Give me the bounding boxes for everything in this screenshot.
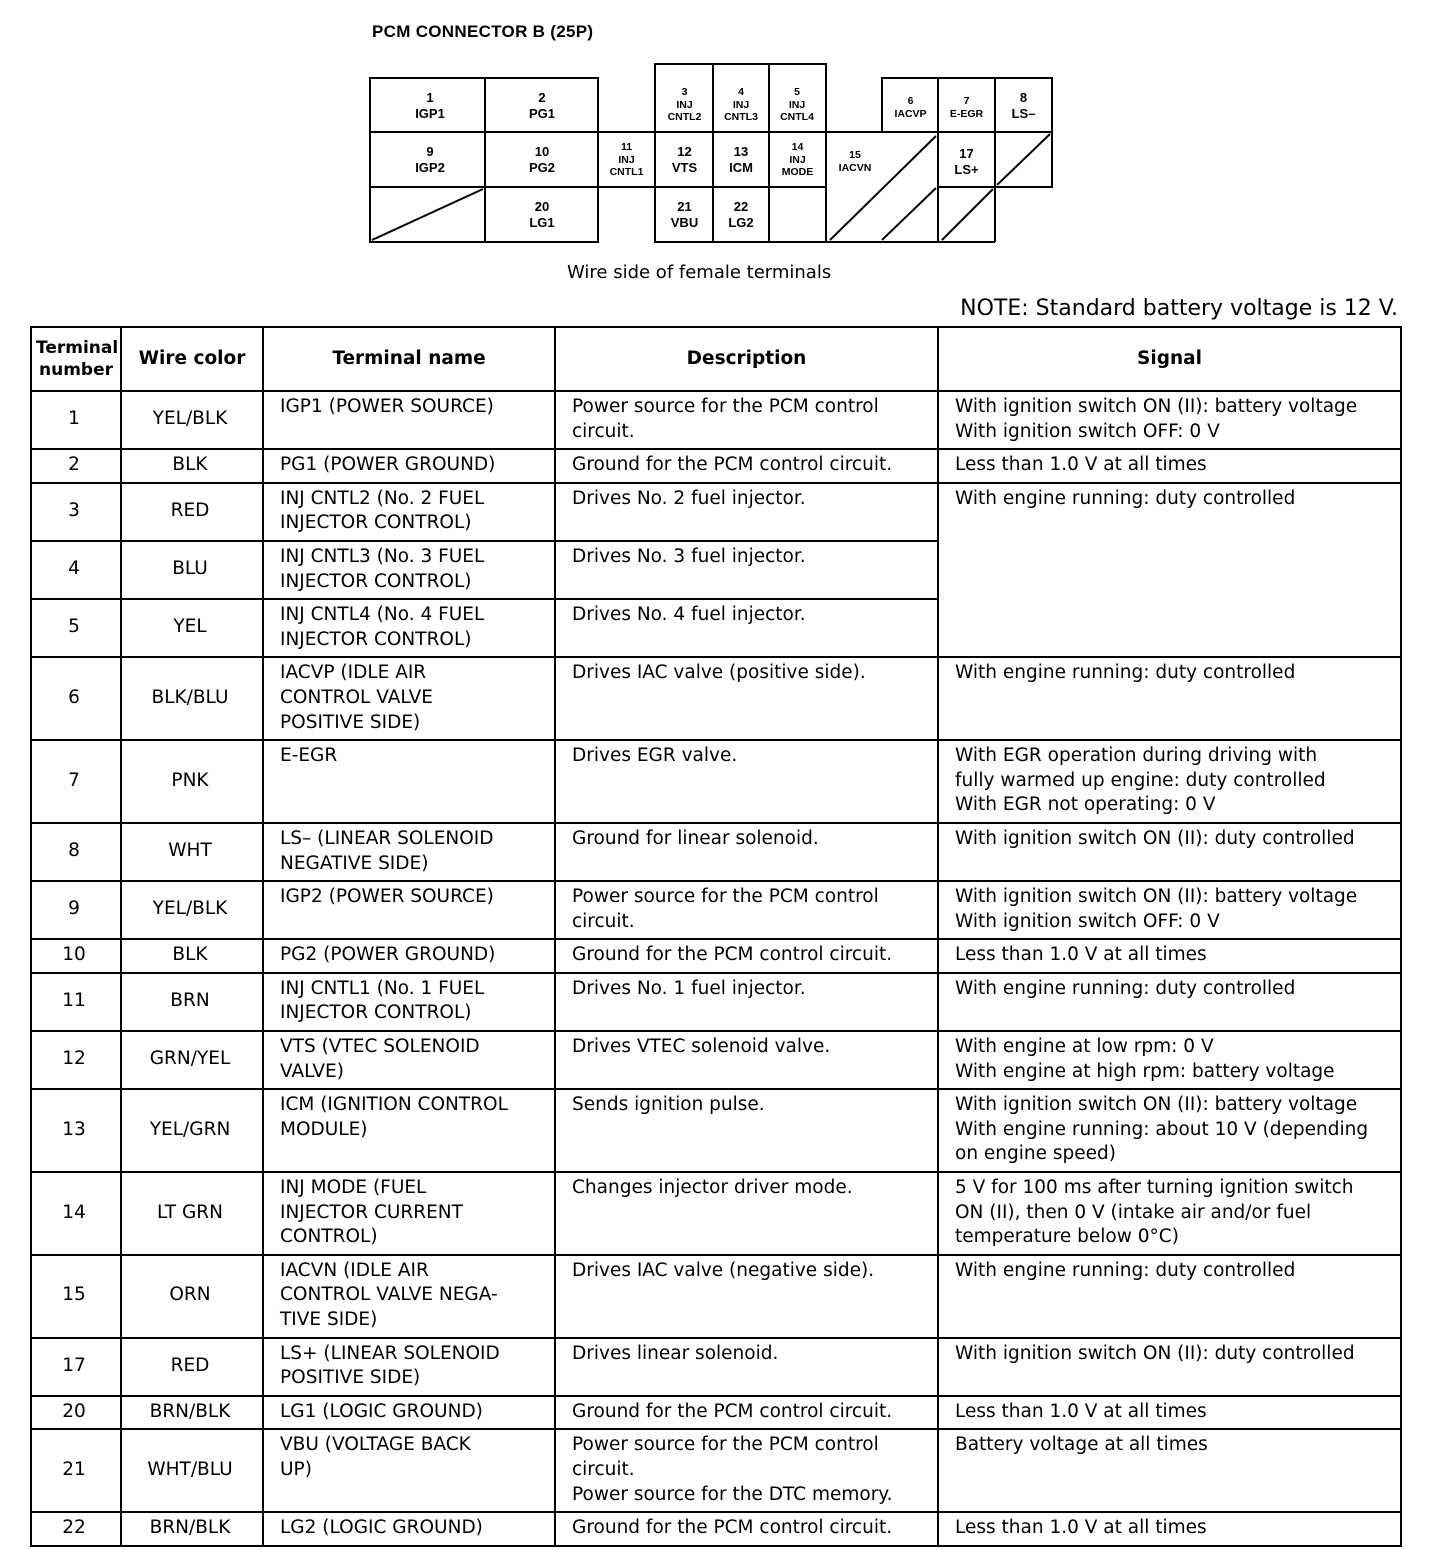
terminal-name	[263, 449, 555, 483]
signal	[938, 391, 1401, 449]
wire-color: BRN	[121, 973, 263, 1031]
terminal-name	[263, 823, 555, 881]
name-line: INJECTOR CONTROL)	[280, 1002, 472, 1024]
table-row	[31, 939, 1401, 973]
table-row	[31, 1429, 1401, 1512]
description	[555, 1338, 938, 1396]
desc-line: circuit.	[572, 1458, 635, 1480]
signal-line: temperature below 0°C)	[955, 1226, 1179, 1248]
header-description: Description	[555, 327, 938, 391]
connector-terminal-15: 15 IACVN	[838, 149, 872, 174]
description	[555, 973, 938, 1031]
desc-line: Drives No. 4 fuel injector.	[572, 604, 806, 626]
terminal-name	[263, 599, 555, 657]
terminal-number: 5	[31, 599, 121, 657]
connector-terminal-4: 4 INJ CNTL3	[724, 86, 758, 124]
connector-terminal-17: 17 LS+	[954, 146, 979, 177]
name-line: INJ CNTL3 (No. 3 FUEL	[280, 545, 485, 567]
desc-line: Drives linear solenoid.	[572, 1342, 779, 1364]
signal-line: Less than 1.0 V at all times	[955, 1517, 1207, 1539]
desc-line: Ground for the PCM control circuit.	[572, 454, 893, 476]
connector-terminal-6: 6 IACVP	[894, 95, 927, 120]
name-line: VTS (VTEC SOLENOID	[280, 1036, 480, 1058]
signal	[938, 973, 1401, 1031]
name-line: POSITIVE SIDE)	[280, 1367, 421, 1389]
wire-color: BLK	[121, 939, 263, 973]
desc-line: Power source for the PCM control	[572, 886, 879, 908]
signal-line: With EGR operation during driving with	[955, 745, 1318, 767]
table-row	[31, 740, 1401, 823]
description	[555, 657, 938, 740]
terminal-name	[263, 541, 555, 599]
table-row	[31, 483, 1401, 541]
desc-line: Ground for linear solenoid.	[572, 827, 819, 849]
name-line: E-EGR	[280, 745, 338, 767]
signal	[938, 1089, 1401, 1172]
signal	[938, 483, 1401, 658]
description	[555, 1172, 938, 1255]
name-line: ICM (IGNITION CONTROL	[280, 1094, 508, 1116]
signal	[938, 1255, 1401, 1338]
desc-line: Drives No. 1 fuel injector.	[572, 977, 806, 999]
name-line: PG2 (POWER GROUND)	[280, 944, 496, 966]
table-row	[31, 973, 1401, 1031]
terminal-number: 4	[31, 541, 121, 599]
wire-color: LT GRN	[121, 1172, 263, 1255]
name-line: INJ CNTL4 (No. 4 FUEL	[280, 604, 485, 626]
signal	[938, 1396, 1401, 1430]
description	[555, 881, 938, 939]
connector-terminal-13: 13 ICM	[729, 144, 753, 175]
terminal-number: 9	[31, 881, 121, 939]
description	[555, 541, 938, 599]
description	[555, 823, 938, 881]
terminal-number: 14	[31, 1172, 121, 1255]
description	[555, 1429, 938, 1512]
signal-line: Battery voltage at all times	[955, 1434, 1208, 1456]
terminal-name	[263, 740, 555, 823]
terminal-name	[263, 1255, 555, 1338]
wire-color: YEL/BLK	[121, 881, 263, 939]
wire-color: BRN/BLK	[121, 1396, 263, 1430]
desc-line: Ground for the PCM control circuit.	[572, 1517, 893, 1539]
header-signal: Signal	[938, 327, 1401, 391]
table-row	[31, 1089, 1401, 1172]
signal-line: With engine at low rpm: 0 V	[955, 1036, 1214, 1058]
header-terminal-number: Terminal number	[31, 327, 121, 391]
name-line: PG1 (POWER GROUND)	[280, 454, 496, 476]
table-row	[31, 1512, 1401, 1546]
terminal-table	[30, 326, 1402, 1547]
terminal-name	[263, 973, 555, 1031]
desc-line: circuit.	[572, 420, 635, 442]
terminal-number: 6	[31, 657, 121, 740]
name-line: INJECTOR CONTROL)	[280, 512, 472, 534]
table-header-row	[31, 327, 1401, 391]
connector-terminal-7: 7 E-EGR	[949, 95, 984, 120]
wire-color: BLK	[121, 449, 263, 483]
terminal-name	[263, 939, 555, 973]
wire-color: YEL/BLK	[121, 391, 263, 449]
terminal-number: 13	[31, 1089, 121, 1172]
terminal-number: 10	[31, 939, 121, 973]
signal	[938, 1429, 1401, 1512]
desc-line: Drives IAC valve (positive side).	[572, 662, 866, 684]
wire-color: ORN	[121, 1255, 263, 1338]
signal-line: With engine running: duty controlled	[955, 487, 1296, 509]
wire-color: RED	[121, 1338, 263, 1396]
signal-line: fully warmed up engine: duty controlled	[955, 769, 1326, 791]
name-line: LG1 (LOGIC GROUND)	[280, 1400, 483, 1422]
terminal-name	[263, 1429, 555, 1512]
terminal-name	[263, 657, 555, 740]
name-line: INJ CNTL2 (No. 2 FUEL	[280, 487, 485, 509]
connector-terminal-21: 21 VBU	[670, 199, 699, 230]
name-line: INJECTOR CONTROL)	[280, 570, 472, 592]
connector-terminal-1: 1 IGP1	[415, 90, 445, 121]
signal-line: With ignition switch ON (II): battery voltage	[955, 886, 1358, 908]
table-row	[31, 657, 1401, 740]
signal	[938, 823, 1401, 881]
name-line: CONTROL VALVE	[280, 686, 433, 708]
desc-line: Drives EGR valve.	[572, 745, 738, 767]
desc-line: Sends ignition pulse.	[572, 1094, 765, 1116]
connector-terminal-20: 20 LG1	[529, 199, 555, 230]
wire-color: BLK/BLU	[121, 657, 263, 740]
wire-color: BLU	[121, 541, 263, 599]
connector-terminal-14: 14 INJ MODE	[781, 141, 814, 179]
terminal-name	[263, 1031, 555, 1089]
wire-color: RED	[121, 483, 263, 541]
name-line: CONTROL)	[280, 1226, 378, 1248]
terminal-number: 17	[31, 1338, 121, 1396]
terminal-name	[263, 881, 555, 939]
wire-color: BRN/BLK	[121, 1512, 263, 1546]
terminal-number: 15	[31, 1255, 121, 1338]
desc-line: Power source for the DTC memory.	[572, 1483, 893, 1505]
table-row	[31, 449, 1401, 483]
signal	[938, 1512, 1401, 1546]
description	[555, 740, 938, 823]
signal	[938, 740, 1401, 823]
description	[555, 1512, 938, 1546]
table-body	[31, 391, 1401, 1546]
table-row	[31, 823, 1401, 881]
description	[555, 599, 938, 657]
terminal-number: 22	[31, 1512, 121, 1546]
connector-terminal-10: 10 PG2	[528, 144, 555, 175]
signal-line: With engine at high rpm: battery voltage	[955, 1060, 1335, 1082]
signal-line: With ignition switch ON (II): battery voltage	[955, 396, 1358, 417]
wire-color: WHT	[121, 823, 263, 881]
terminal-number: 2	[31, 449, 121, 483]
terminal-number: 21	[31, 1429, 121, 1512]
name-line: VALVE)	[280, 1060, 344, 1082]
signal-line: Less than 1.0 V at all times	[955, 1400, 1207, 1422]
wire-color: YEL/GRN	[121, 1089, 263, 1172]
signal-line: ON (II), then 0 V (intake air and/or fuel	[955, 1201, 1312, 1223]
description	[555, 1396, 938, 1430]
wire-color: PNK	[121, 740, 263, 823]
terminal-number: 8	[31, 823, 121, 881]
connector-terminal-3: 3 INJ CNTL2	[667, 86, 702, 124]
name-line: NEGATIVE SIDE)	[280, 852, 429, 874]
signal	[938, 1031, 1401, 1089]
name-line: POSITIVE SIDE)	[280, 711, 421, 733]
description	[555, 483, 938, 541]
table-row	[31, 1172, 1401, 1255]
table-row	[31, 391, 1401, 449]
signal	[938, 1172, 1401, 1255]
table-row	[31, 1031, 1401, 1089]
signal-line: With ignition switch ON (II): duty controlled	[955, 1342, 1355, 1364]
description	[555, 449, 938, 483]
terminal-number: 20	[31, 1396, 121, 1430]
wire-color: YEL	[121, 599, 263, 657]
description	[555, 1031, 938, 1089]
terminal-name	[263, 1172, 555, 1255]
name-line: LG2 (LOGIC GROUND)	[280, 1517, 483, 1539]
terminal-number: 1	[31, 391, 121, 449]
terminal-number: 12	[31, 1031, 121, 1089]
connector-terminal-11: 11 INJ CNTL1	[609, 141, 644, 179]
connector-title: PCM CONNECTOR B (25P)	[372, 22, 594, 41]
voltage-note: NOTE: Standard battery voltage is 12 V.	[960, 296, 1398, 321]
table-row	[31, 1338, 1401, 1396]
name-line: INJECTOR CONTROL)	[280, 628, 472, 650]
desc-line: Ground for the PCM control circuit.	[572, 1400, 893, 1422]
description	[555, 939, 938, 973]
name-line: MODULE)	[280, 1118, 368, 1140]
name-line: IACVP (IDLE AIR	[280, 662, 427, 684]
name-line: CONTROL VALVE NEGA-	[280, 1284, 498, 1306]
signal-line: Less than 1.0 V at all times	[955, 454, 1207, 476]
description	[555, 1255, 938, 1338]
signal-line: With ignition switch OFF: 0 V	[955, 420, 1220, 442]
header-terminal-name: Terminal name	[263, 327, 555, 391]
name-line: LS– (LINEAR SOLENOID	[280, 827, 494, 849]
signal-line: With ignition switch ON (II): duty controlled	[955, 827, 1355, 849]
signal	[938, 657, 1401, 740]
signal-line: With engine running: duty controlled	[955, 977, 1296, 999]
signal-line: With EGR not operating: 0 V	[955, 794, 1216, 816]
table-row	[31, 1255, 1401, 1338]
name-line: UP)	[280, 1458, 312, 1480]
desc-line: Drives No. 3 fuel injector.	[572, 545, 806, 567]
desc-line: circuit.	[572, 910, 635, 932]
desc-line: Drives No. 2 fuel injector.	[572, 487, 806, 509]
name-line: IGP1 (POWER SOURCE)	[280, 396, 494, 417]
signal-line: With engine running: about 10 V (depending	[955, 1118, 1369, 1140]
wire-color: WHT/BLU	[121, 1429, 263, 1512]
desc-line: Power source for the PCM control	[572, 396, 879, 417]
name-line: INJ CNTL1 (No. 1 FUEL	[280, 977, 485, 999]
connector-terminal-12: 12 VTS	[671, 144, 698, 175]
name-line: INJECTOR CURRENT	[280, 1201, 463, 1223]
signal-line: With ignition switch OFF: 0 V	[955, 910, 1220, 932]
terminal-name	[263, 1512, 555, 1546]
terminal-name	[263, 1396, 555, 1430]
name-line: INJ MODE (FUEL	[280, 1177, 427, 1199]
terminal-number: 3	[31, 483, 121, 541]
name-line: IACVN (IDLE AIR	[280, 1259, 429, 1281]
desc-line: Drives IAC valve (negative side).	[572, 1259, 875, 1281]
connector-terminal-8: 8 LS–	[1011, 90, 1036, 121]
name-line: TIVE SIDE)	[280, 1309, 378, 1330]
desc-line: Drives VTEC solenoid valve.	[572, 1036, 831, 1058]
signal	[938, 1338, 1401, 1396]
signal-line: With engine running: duty controlled	[955, 662, 1296, 684]
description	[555, 391, 938, 449]
desc-line: Ground for the PCM control circuit.	[572, 944, 893, 966]
terminal-name	[263, 391, 555, 449]
terminal-number: 11	[31, 973, 121, 1031]
desc-line: Power source for the PCM control	[572, 1434, 879, 1456]
connector-terminal-22: 22 LG2	[728, 199, 754, 230]
signal-line: With ignition switch ON (II): battery voltage	[955, 1094, 1358, 1116]
name-line: IGP2 (POWER SOURCE)	[280, 886, 494, 908]
signal	[938, 881, 1401, 939]
terminal-name	[263, 1089, 555, 1172]
header-wire-color: Wire color	[121, 327, 263, 391]
signal-line: Less than 1.0 V at all times	[955, 944, 1207, 966]
connector-caption: Wire side of female terminals	[567, 262, 832, 283]
desc-line: Changes injector driver mode.	[572, 1177, 853, 1199]
connector-terminal-5: 5 INJ CNTL4	[780, 86, 814, 124]
wire-color: GRN/YEL	[121, 1031, 263, 1089]
connector-terminal-2: 2 PG1	[528, 90, 555, 121]
terminal-name	[263, 1338, 555, 1396]
terminal-name	[263, 483, 555, 541]
description	[555, 1089, 938, 1172]
signal-line: on engine speed)	[955, 1143, 1117, 1165]
name-line: LS+ (LINEAR SOLENOID	[280, 1342, 500, 1364]
table-row	[31, 881, 1401, 939]
signal	[938, 449, 1401, 483]
table-row	[31, 1396, 1401, 1430]
terminal-number: 7	[31, 740, 121, 823]
connector-terminal-9: 9 IGP2	[415, 144, 445, 175]
signal-line: 5 V for 100 ms after turning ignition switch	[955, 1177, 1354, 1199]
signal	[938, 939, 1401, 973]
name-line: VBU (VOLTAGE BACK	[280, 1434, 471, 1456]
signal-line: With engine running: duty controlled	[955, 1259, 1296, 1281]
